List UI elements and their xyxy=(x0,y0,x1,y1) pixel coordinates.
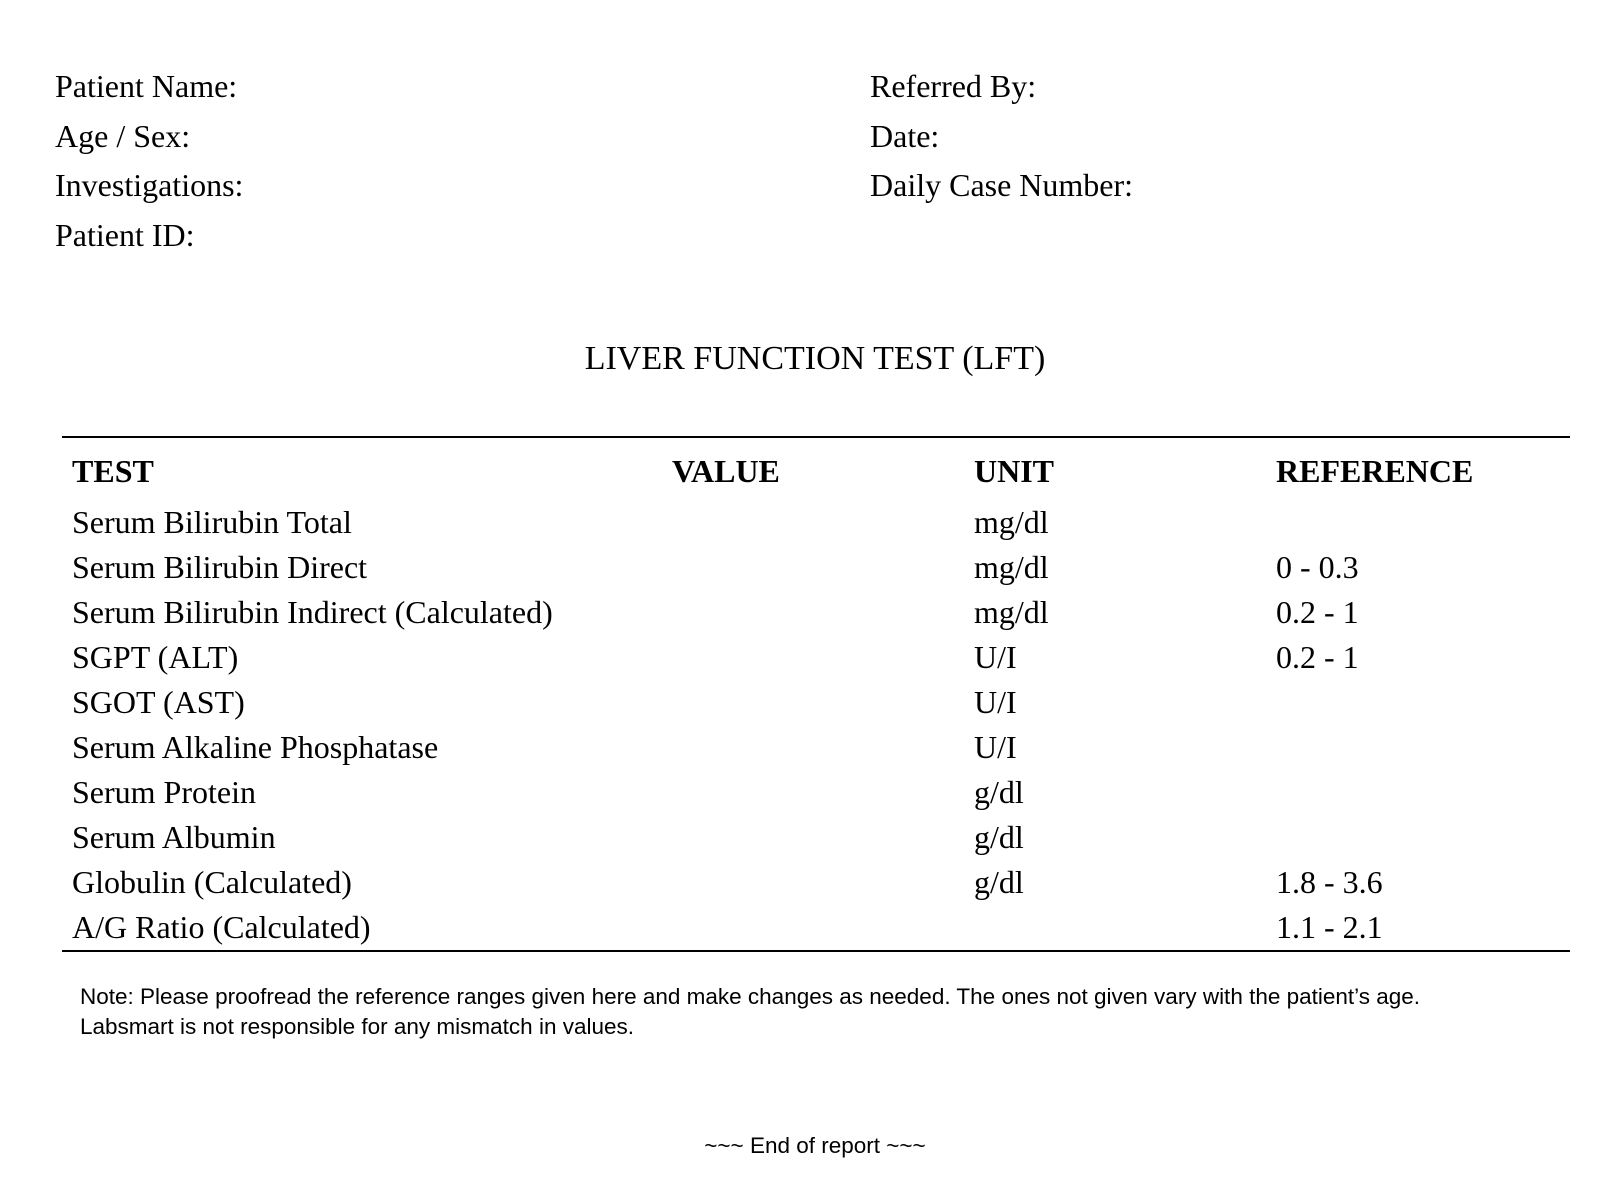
table-row xyxy=(62,680,1570,725)
disclaimer-note: Note: Please proofread the reference ranges given here and make changes as needed. The ones not given vary with the patient’s age. Labsmart is not responsible for any mismatch in values. xyxy=(80,984,1421,1039)
value-cell xyxy=(662,725,964,770)
table-row xyxy=(62,500,1570,545)
value-cell xyxy=(662,500,964,545)
table-row xyxy=(62,590,1570,635)
results-table-header xyxy=(62,437,1570,500)
patient-name-label: Patient Name: xyxy=(55,68,238,104)
reference-cell: 0.2 - 1 xyxy=(1276,594,1359,630)
test-name-cell: A/G Ratio (Calculated) xyxy=(72,909,371,945)
test-name-cell: Serum Bilirubin Total xyxy=(72,504,352,540)
table-row xyxy=(62,725,1570,770)
patient-info-right-column xyxy=(870,62,1133,211)
header-reference: REFERENCE xyxy=(1276,452,1474,489)
test-name-cell: Globulin (Calculated) xyxy=(72,864,352,900)
table-row xyxy=(62,545,1570,590)
reference-cell xyxy=(1266,725,1570,770)
table-row xyxy=(62,770,1570,815)
header-row xyxy=(62,437,1570,500)
patient-info-left-column xyxy=(55,62,243,260)
value-cell xyxy=(662,770,964,815)
header-test: TEST xyxy=(72,452,154,489)
referred-by-label: Referred By: xyxy=(870,68,1037,104)
reference-cell xyxy=(1266,815,1570,860)
value-cell xyxy=(662,680,964,725)
investigations-label: Investigations: xyxy=(55,167,244,203)
value-cell xyxy=(662,905,964,951)
value-cell xyxy=(662,860,964,905)
daily-case-number-label: Daily Case Number: xyxy=(870,167,1134,203)
results-table-body xyxy=(62,500,1570,951)
reference-cell xyxy=(1266,770,1570,815)
patient-id-label: Patient ID: xyxy=(55,216,195,253)
table-row xyxy=(62,860,1570,905)
unit-cell: g/dl xyxy=(974,774,1024,810)
test-name-cell: Serum Albumin xyxy=(72,819,276,855)
reference-cell: 0 - 0.3 xyxy=(1276,549,1359,585)
test-name-cell: SGPT (ALT) xyxy=(72,639,239,675)
test-name-cell: Serum Bilirubin Direct xyxy=(72,549,368,585)
unit-cell: U/I xyxy=(974,684,1017,720)
reference-cell: 0.2 - 1 xyxy=(1276,639,1359,675)
value-cell xyxy=(662,635,964,680)
results-table xyxy=(62,436,1570,952)
reference-cell xyxy=(1266,680,1570,725)
table-row xyxy=(62,905,1570,951)
value-cell xyxy=(662,545,964,590)
unit-cell: mg/dl xyxy=(974,549,1049,585)
header-unit: UNIT xyxy=(974,452,1055,489)
date-label: Date: xyxy=(870,117,940,154)
unit-cell xyxy=(964,905,1266,951)
test-name-cell: Serum Bilirubin Indirect (Calculated) xyxy=(72,594,553,630)
reference-cell: 1.1 - 2.1 xyxy=(1276,909,1383,945)
value-cell xyxy=(662,590,964,635)
unit-cell: U/I xyxy=(974,639,1017,675)
test-name-cell: Serum Alkaline Phosphatase xyxy=(72,729,439,765)
unit-cell: mg/dl xyxy=(974,504,1049,540)
unit-cell: g/dl xyxy=(974,864,1024,900)
header-value: VALUE xyxy=(672,452,780,489)
value-cell xyxy=(662,815,964,860)
reference-cell xyxy=(1266,500,1570,545)
reference-cell: 1.8 - 3.6 xyxy=(1276,864,1383,900)
test-name-cell: SGOT (AST) xyxy=(72,684,245,720)
report-title: LIVER FUNCTION TEST (LFT) xyxy=(584,340,1046,377)
unit-cell: mg/dl xyxy=(974,594,1049,630)
age-sex-label: Age / Sex: xyxy=(55,117,191,154)
table-row xyxy=(62,815,1570,860)
test-name-cell: Serum Protein xyxy=(72,774,256,810)
table-row xyxy=(62,635,1570,680)
unit-cell: g/dl xyxy=(974,819,1024,855)
end-of-report: ~~~ End of report ~~~ xyxy=(704,1133,926,1158)
unit-cell: U/I xyxy=(974,729,1017,765)
